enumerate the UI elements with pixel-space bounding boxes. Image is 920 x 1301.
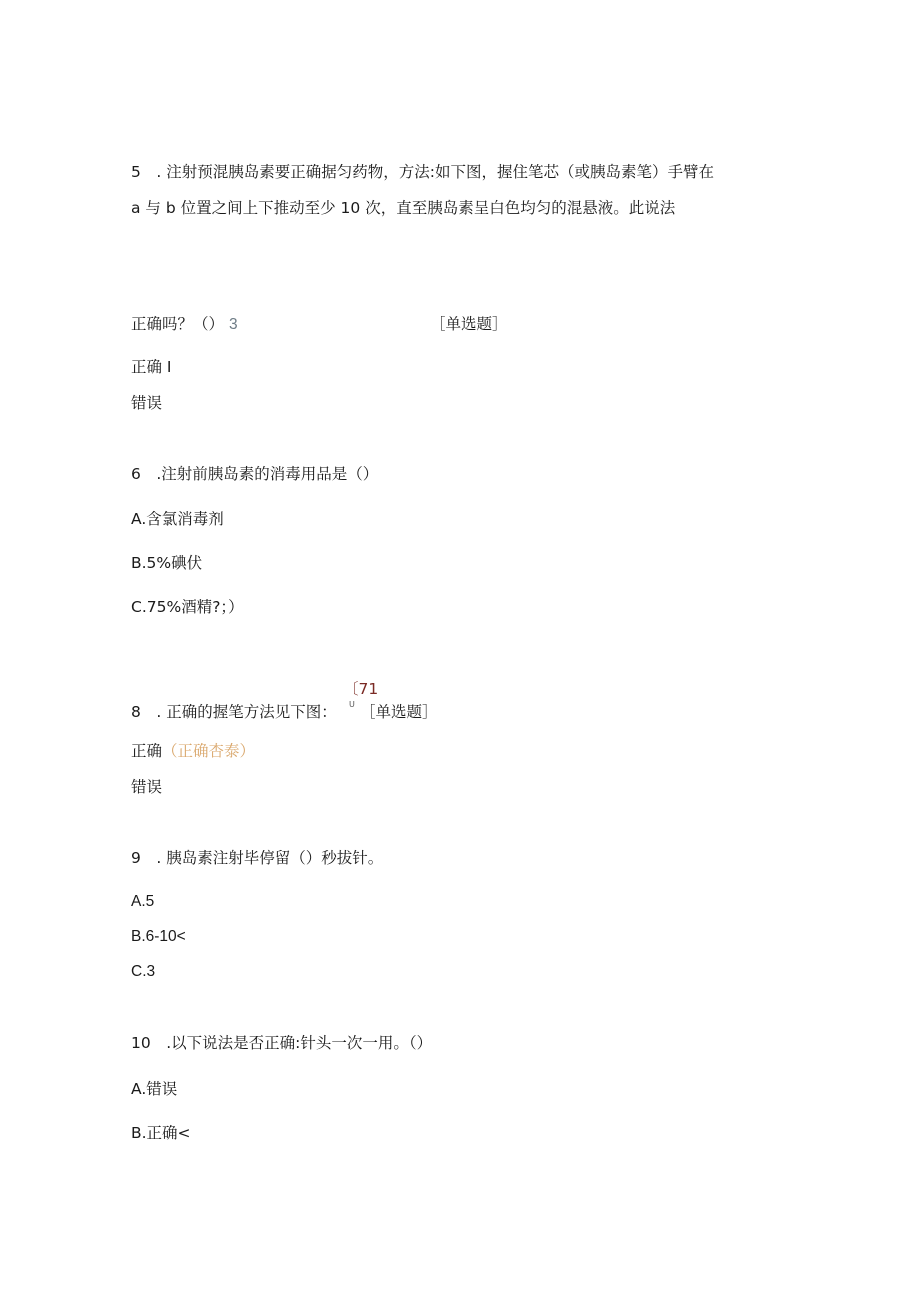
q10-title: 10 .以下说法是否正确:针头一次一用。（） xyxy=(131,1034,433,1052)
q8-mark: 〔71 xyxy=(343,680,379,698)
q5-option-wrong[interactable]: 错误 xyxy=(131,394,163,412)
q9-option-a[interactable]: A.5 xyxy=(131,893,155,910)
q8-option-correct-label: 正确 xyxy=(131,742,163,760)
q8-question-type: ［单选题］ xyxy=(360,703,438,721)
q8-option-correct-note: （正确杏泰） xyxy=(162,742,256,760)
q8-title: 8 . 正确的握笔方法见下图： xyxy=(131,703,337,721)
q8-option-correct[interactable] xyxy=(131,741,255,761)
q6-option-a[interactable]: A.含氯消毒剂 xyxy=(131,510,224,528)
q6-option-b[interactable]: B.5%碘伏 xyxy=(131,554,203,572)
q6-title: 6 .注射前胰岛素的消毒用品是（） xyxy=(131,465,379,483)
q5-prompt xyxy=(131,314,238,335)
q10-option-a[interactable]: A.错误 xyxy=(131,1080,178,1098)
q5-option-correct[interactable]: 正确 I xyxy=(131,358,172,376)
q5-question-type: ［单选题］ xyxy=(430,315,508,333)
q8-option-wrong[interactable]: 错误 xyxy=(131,778,163,796)
q5-text-line1: 5 . 注射预混胰岛素要正确据匀药物，方法:如下图，握住笔芯（或胰岛素笔）手臂在 xyxy=(131,163,714,181)
q9-option-b[interactable]: B.6-10< xyxy=(131,928,186,945)
q5-text-line2: a 与 b 位置之间上下推动至少 10 次，直至胰岛素呈白色均匀的混悬液。此说法 xyxy=(131,199,676,217)
q5-score: 3 xyxy=(228,316,238,333)
q10-option-b[interactable]: B.正确< xyxy=(131,1124,191,1142)
q9-option-c[interactable]: C.3 xyxy=(131,963,156,980)
q6-option-c[interactable]: C.75%酒精?；） xyxy=(131,598,244,616)
q9-title: 9 . 胰岛素注射毕停留（）秒拔针。 xyxy=(131,849,384,867)
q5-prompt-text: 正确吗？（） xyxy=(131,315,225,333)
q8-superscript: U xyxy=(349,700,355,709)
